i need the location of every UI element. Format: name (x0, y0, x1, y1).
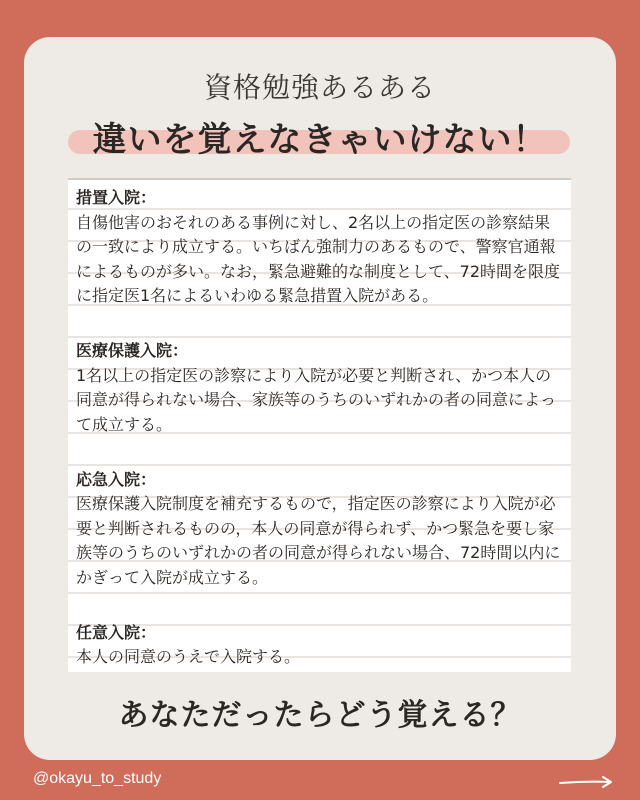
section-body: 1名以上の指定医の診察により入院が必要と判断され、かつ本人の同意が得られない場合、家族等のうちのいずれかの者の同意によって成立する。 (76, 365, 557, 434)
section-iryo-hogo (76, 339, 565, 437)
section-body: 本人の同意のうえで入院する。 (76, 647, 301, 666)
section-okyu (76, 468, 565, 591)
section-body: 医療保護入院制度を補充するもので，指定医の診察により入院が必要と判断されるものの，本人の同意が得られず、かつ緊急を要し家族等のうちのいずれかの者の同意が得られない場合、72時間以内にかぎって入院が成立する。 (76, 494, 561, 587)
arrow-right-icon[interactable] (558, 775, 614, 789)
page-title: 違いを覚えなきゃいけない！ (92, 120, 548, 160)
section-body: 自傷他害のおそれのある事例に対し、2名以上の指定医の診察結果の一致により成立する。いちばん強制力のあるもので、警察官通報によるものが多い。なお，緊急避難的な制度として、72時間を限度に指定医1名によるいわゆる緊急措置入院がある。 (76, 212, 561, 305)
section-heading: 応急入院： (76, 469, 157, 489)
section-heading: 医療保護入院： (76, 341, 189, 360)
section-gap (76, 437, 565, 462)
section-sochi (76, 186, 565, 309)
account-handle[interactable]: @okayu_to_study (33, 770, 162, 787)
section-gap (76, 590, 565, 615)
section-heading: 任意入院： (76, 622, 157, 642)
section-gap (76, 309, 565, 334)
section-heading: 措置入院： (76, 188, 157, 207)
section-nini (76, 621, 565, 670)
notebook-panel (68, 178, 571, 672)
notebook-top-rule (68, 178, 571, 180)
subtitle: 資格勉強あるある (203, 71, 436, 104)
title-container (0, 112, 640, 161)
closing-question: あなただったらどう覚える？ (118, 698, 522, 733)
